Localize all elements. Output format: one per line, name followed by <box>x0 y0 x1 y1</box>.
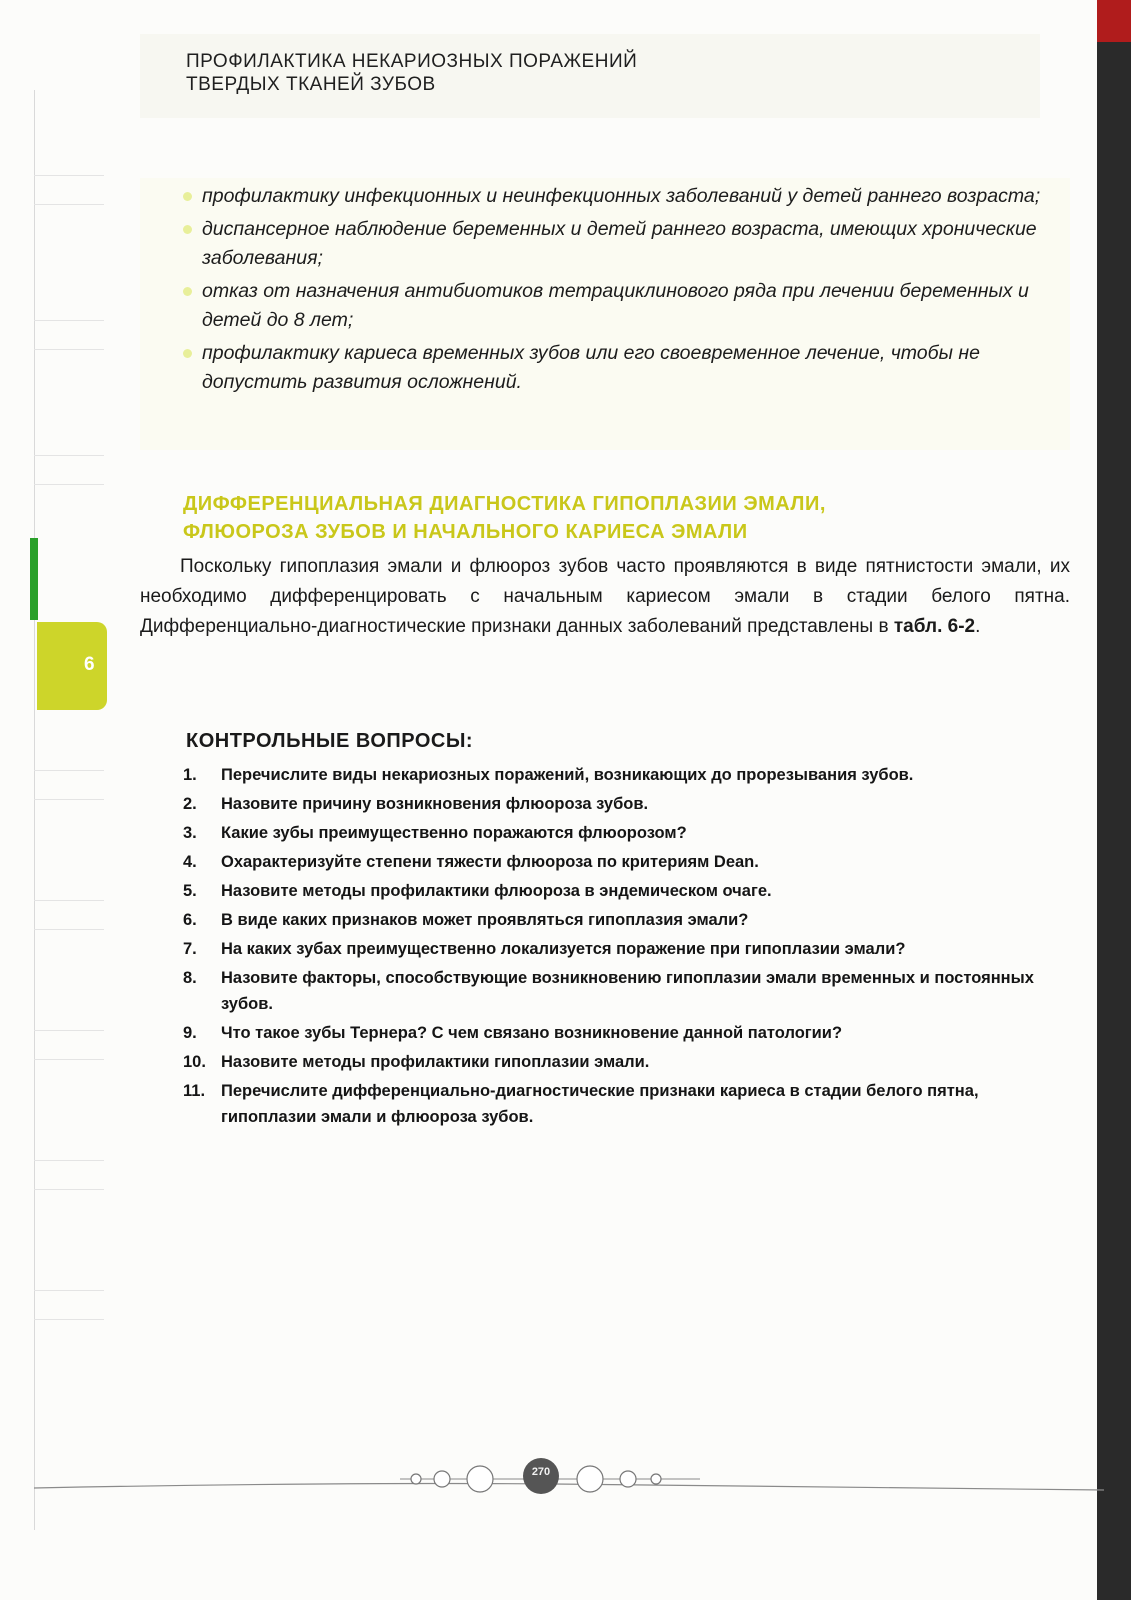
section-heading-line1: ДИФФЕРЕНЦИАЛЬНАЯ ДИАГНОСТИКА ГИПОПЛАЗИИ ЭМАЛИ, <box>183 493 826 515</box>
margin-decoration <box>34 1030 104 1060</box>
body-paragraph <box>140 552 1070 642</box>
question-number: 10. <box>183 1053 206 1071</box>
question-text: Назовите факторы, способствующие возникновению гипоплазии эмали временных и постоянных зубов. <box>221 969 1034 1013</box>
margin-decoration <box>34 1290 104 1320</box>
question-number: 4. <box>183 853 197 871</box>
question-item <box>183 762 1043 788</box>
paragraph-end: . <box>975 616 981 637</box>
question-number: 9. <box>183 1024 197 1042</box>
bullet-item <box>180 182 1060 211</box>
bullet-dot-icon <box>183 349 192 358</box>
question-item <box>183 878 1043 904</box>
question-item <box>183 791 1043 817</box>
question-item <box>183 820 1043 846</box>
page-number: 270 <box>531 1466 551 1478</box>
bullet-item <box>180 215 1060 273</box>
bullet-list <box>180 182 1060 401</box>
question-number: 1. <box>183 766 197 784</box>
question-text: Перечислите дифференциально-диагностические признаки кариеса в стадии белого пятна, гипоплазии эмали и флюороза зубов. <box>221 1082 979 1126</box>
question-item <box>183 849 1043 875</box>
margin-decoration <box>34 770 104 800</box>
question-item <box>183 965 1043 1017</box>
running-header-line2: ТВЕРДЫХ ТКАНЕЙ ЗУБОВ <box>186 74 436 95</box>
question-text: Назовите причину возникновения флюороза зубов. <box>221 795 649 813</box>
question-number: 6. <box>183 911 197 929</box>
question-text: Назовите методы профилактики гипоплазии эмали. <box>221 1053 650 1071</box>
question-text: На каких зубах преимущественно локализуется поражение при гипоплазии эмали? <box>221 940 906 958</box>
margin-decoration <box>34 320 104 350</box>
bullet-dot-icon <box>183 225 192 234</box>
question-item <box>183 936 1043 962</box>
running-header-line1: ПРОФИЛАКТИКА НЕКАРИОЗНЫХ ПОРАЖЕНИЙ <box>186 51 638 72</box>
running-header <box>186 50 637 96</box>
bullet-dot-icon <box>183 192 192 201</box>
question-number: 5. <box>183 882 197 900</box>
paragraph-text: Поскольку гипоплазия эмали и флюороз зубов часто проявляются в виде пятнистости эмали, их необходимо дифференцировать с начальным кариесом эмали в стадии белого пятна. Дифференциально-диагностические признаки данных заболеваний представлены в <box>140 556 1070 637</box>
margin-decoration <box>34 455 104 485</box>
bullet-text: диспансерное наблюдение беременных и детей раннего возраста, имеющих хронические заболевания; <box>202 218 1037 269</box>
questions-heading: КОНТРОЛЬНЫЕ ВОПРОСЫ: <box>186 730 474 752</box>
chapter-number: 6 <box>84 654 95 675</box>
page-corner-mark <box>1097 0 1131 42</box>
question-text: Какие зубы преимущественно поражаются флюорозом? <box>221 824 687 842</box>
question-number: 3. <box>183 824 197 842</box>
section-heading-line2: ФЛЮОРОЗА ЗУБОВ И НАЧАЛЬНОГО КАРИЕСА ЭМАЛИ <box>183 521 748 543</box>
question-number: 8. <box>183 969 197 987</box>
bullet-text: профилактику кариеса временных зубов или его своевременное лечение, чтобы не допустить развития осложнений. <box>202 342 980 393</box>
green-margin-bar <box>30 538 38 620</box>
bullet-text: отказ от назначения антибиотиков тетрациклинового ряда при лечении беременных и детей до 8 лет; <box>202 280 1029 331</box>
question-item <box>183 1049 1043 1075</box>
margin-decoration <box>34 175 104 205</box>
question-text: Назовите методы профилактики флюороза в эндемическом очаге. <box>221 882 772 900</box>
chapter-tab <box>37 622 107 710</box>
question-item <box>183 907 1043 933</box>
question-text: Перечислите виды некариозных поражений, возникающих до прорезывания зубов. <box>221 766 914 784</box>
page-edge <box>1097 0 1131 1600</box>
margin-decoration <box>34 1160 104 1190</box>
margin-decoration <box>34 900 104 930</box>
question-item <box>183 1020 1043 1046</box>
table-reference: табл. 6-2 <box>893 616 976 637</box>
question-text: Охарактеризуйте степени тяжести флюороза по критериям Dean. <box>221 853 759 871</box>
question-text: Что такое зубы Тернера? С чем связано возникновение данной патологии? <box>221 1024 843 1042</box>
question-number: 2. <box>183 795 197 813</box>
section-heading <box>183 490 1063 546</box>
bullet-text: профилактику инфекционных и неинфекционных заболеваний у детей раннего возраста; <box>202 185 1041 207</box>
question-number: 7. <box>183 940 197 958</box>
bullet-item <box>180 339 1060 397</box>
question-number: 11. <box>183 1082 206 1100</box>
question-item <box>183 1078 1043 1130</box>
bullet-dot-icon <box>183 287 192 296</box>
question-text: В виде каких признаков может проявляться гипоплазия эмали? <box>221 911 749 929</box>
bullet-item <box>180 277 1060 335</box>
questions-list <box>183 762 1043 1133</box>
